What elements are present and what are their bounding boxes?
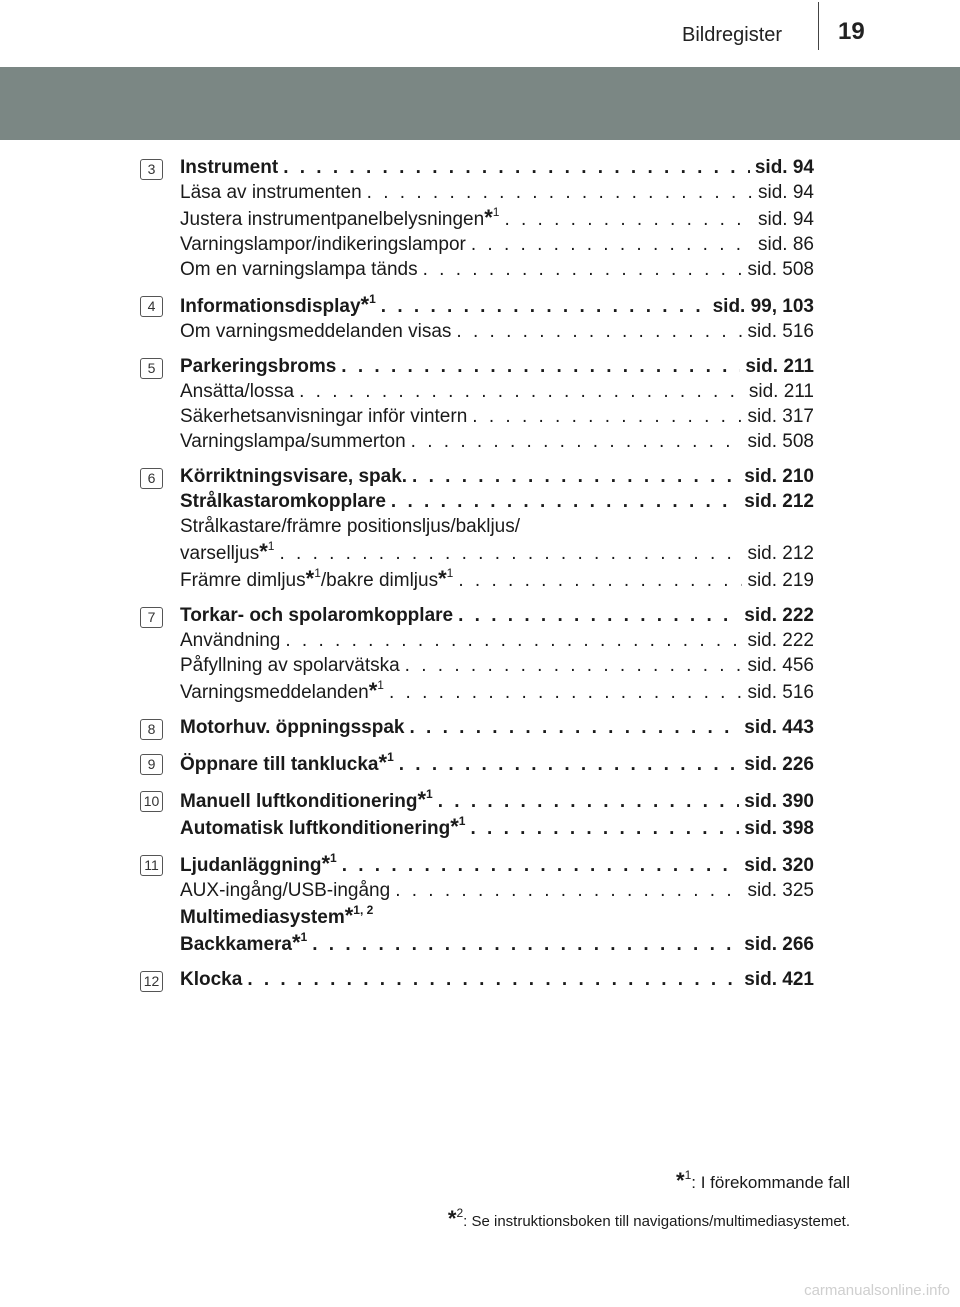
callout-number-badge: 6	[140, 468, 163, 489]
dot-leader	[504, 207, 753, 232]
entry-label: Läsa av instrumenten	[180, 182, 362, 203]
dot-leader	[312, 932, 739, 957]
entry-label: Varningslampor/indikeringslampor	[180, 234, 466, 255]
index-entry[interactable]	[180, 930, 814, 957]
page-reference: sid. 94	[754, 157, 814, 178]
index-entry[interactable]	[180, 514, 814, 539]
entry-label: Strålkastare/främre positionsljus/bakljus/	[180, 516, 521, 537]
section-title: Bildregister	[682, 24, 783, 46]
page-reference: sid. 421	[744, 969, 814, 990]
callout-number-badge: 3	[140, 159, 163, 180]
entry-label: Ansätta/lossa	[180, 381, 295, 402]
header-divider	[818, 2, 819, 50]
dot-leader	[342, 853, 740, 878]
page-reference: sid. 219	[747, 570, 814, 591]
dot-leader	[391, 489, 739, 514]
index-entry[interactable]	[180, 404, 814, 429]
entry-label: varselljus*$^1$	[180, 539, 275, 564]
page-reference: sid. 212	[744, 491, 814, 512]
index-group	[140, 967, 814, 992]
index-entry[interactable]	[180, 967, 814, 992]
index-entry[interactable]	[180, 603, 814, 628]
dot-leader	[367, 180, 753, 205]
entry-label: Klocka	[180, 969, 243, 990]
index-group	[140, 851, 814, 957]
index-group	[140, 715, 814, 740]
entry-label: Multimediasystem*$^{1, 2}$	[180, 903, 374, 928]
dot-leader	[411, 429, 743, 454]
index-entry[interactable]	[180, 628, 814, 653]
callout-number-badge: 10	[140, 791, 163, 812]
index-entry[interactable]	[180, 232, 814, 257]
page-reference: sid. 266	[744, 934, 814, 955]
index-entry[interactable]	[180, 539, 814, 566]
page-reference: sid. 317	[747, 406, 814, 427]
callout-number-badge: 4	[140, 296, 163, 317]
callout-number-badge: 11	[140, 855, 163, 876]
entry-label: Manuell luftkonditionering*$^1$	[180, 787, 433, 812]
dot-leader	[283, 155, 750, 180]
dot-leader	[470, 816, 739, 841]
watermark[interactable]: carmanualsonline.info	[804, 1282, 950, 1299]
index-entry[interactable]	[180, 205, 814, 232]
index-entry[interactable]	[180, 354, 814, 379]
page-reference: sid. 211	[745, 356, 814, 377]
page-reference: sid. 211	[748, 381, 814, 402]
entry-label: Säkerhetsanvisningar inför vintern	[180, 406, 468, 427]
index-entry[interactable]	[180, 678, 814, 705]
dot-leader	[389, 680, 742, 705]
page-reference: sid. 508	[747, 431, 814, 452]
illustration-band	[0, 67, 960, 140]
dot-leader	[399, 752, 740, 777]
entry-label: Ljudanläggning*$^1$	[180, 851, 337, 876]
dot-leader	[395, 878, 742, 903]
page-reference: sid. 516	[747, 321, 814, 342]
page-reference: sid. 222	[744, 605, 814, 626]
dot-leader	[381, 294, 708, 319]
callout-number-badge: 7	[140, 607, 163, 628]
callout-number-badge: 12	[140, 971, 163, 992]
callout-number-badge: 8	[140, 719, 163, 740]
index-entry[interactable]	[180, 903, 814, 930]
dot-leader	[299, 379, 744, 404]
page-reference: sid. 226	[744, 754, 814, 775]
page-reference: sid. 320	[744, 855, 814, 876]
index-entry[interactable]	[180, 155, 814, 180]
index-entry[interactable]	[180, 750, 814, 777]
footnote-1: *$^1$: I förekommande fall	[676, 1168, 850, 1193]
entry-label: Främre dimljus*$^1$/bakre dimljus*$^1$	[180, 566, 454, 591]
index-group	[140, 464, 814, 593]
dot-leader	[341, 354, 740, 379]
entry-label: Torkar- och spolaromkopplare	[180, 605, 454, 626]
index-entry[interactable]	[180, 379, 814, 404]
index-group	[140, 354, 814, 454]
index-entry[interactable]	[180, 464, 814, 489]
dot-leader	[458, 603, 739, 628]
dot-leader	[247, 967, 739, 992]
page-reference: sid. 390	[744, 791, 814, 812]
page-reference: sid. 94	[758, 182, 814, 203]
index-entry[interactable]	[180, 319, 814, 344]
entry-label: Körriktningsvisare, spak.	[180, 466, 408, 487]
index-entry[interactable]	[180, 851, 814, 878]
dot-leader	[405, 653, 743, 678]
index-entry[interactable]	[180, 489, 814, 514]
entry-label: Strålkastaromkopplare	[180, 491, 386, 512]
entry-label: Påfyllning av spolarvätska	[180, 655, 400, 676]
dot-leader	[471, 232, 753, 257]
page-reference: sid. 99, 103	[712, 296, 814, 317]
entry-label: Automatisk luftkonditionering*$^1$	[180, 814, 466, 839]
page-reference: sid. 86	[758, 234, 814, 255]
index-group	[140, 292, 814, 344]
index-entry[interactable]	[180, 429, 814, 454]
dot-leader	[472, 404, 742, 429]
page-reference: sid. 222	[747, 630, 814, 651]
index-entry[interactable]	[180, 878, 814, 903]
page-reference: sid. 456	[747, 655, 814, 676]
entry-label: Varningsmeddelanden*$^1$	[180, 678, 384, 703]
index-entry[interactable]	[180, 180, 814, 205]
dot-leader	[423, 257, 743, 282]
dot-leader	[412, 464, 739, 489]
index-group	[140, 155, 814, 282]
page-reference: sid. 443	[744, 717, 814, 738]
page-reference: sid. 212	[747, 543, 814, 564]
entry-label: Instrument	[180, 157, 279, 178]
dot-leader	[409, 715, 739, 740]
dot-leader	[456, 319, 742, 344]
dot-leader	[438, 789, 740, 814]
page-reference: sid. 508	[747, 259, 814, 280]
entry-label: Öppnare till tanklucka*$^1$	[180, 750, 394, 775]
page-reference: sid. 398	[744, 818, 814, 839]
index-entry[interactable]	[180, 814, 814, 841]
index-entry[interactable]	[180, 292, 814, 319]
entry-label: Parkeringsbroms	[180, 356, 337, 377]
entry-label: Om varningsmeddelanden visas	[180, 321, 452, 342]
index-group	[140, 750, 814, 777]
footnotes	[448, 1168, 850, 1232]
index-list	[140, 155, 814, 1002]
page-reference: sid. 325	[747, 880, 814, 901]
entry-label: Informationsdisplay*$^1$	[180, 292, 376, 317]
page-reference: sid. 94	[758, 209, 814, 230]
index-entry[interactable]	[180, 566, 814, 593]
dot-leader	[458, 568, 742, 593]
footnote-2: *$^2$: Se instruktionsboken till navigations/multimediasystemet.	[447, 1206, 850, 1231]
index-entry[interactable]	[180, 787, 814, 814]
entry-label: AUX-ingång/USB-ingång	[180, 880, 391, 901]
index-entry[interactable]	[180, 257, 814, 282]
dot-leader	[285, 628, 742, 653]
callout-number-badge: 5	[140, 358, 163, 379]
entry-label: Varningslampa/summerton	[180, 431, 406, 452]
entry-label: Justera instrumentpanelbelysningen*$^1$	[180, 205, 500, 230]
index-entry[interactable]	[180, 715, 814, 740]
page-reference: sid. 516	[747, 682, 814, 703]
entry-label: Backkamera*$^1$	[180, 930, 308, 955]
callout-number-badge: 9	[140, 754, 163, 775]
page-number: 19	[838, 18, 865, 45]
dot-leader	[279, 541, 742, 566]
index-entry[interactable]	[180, 653, 814, 678]
index-group	[140, 603, 814, 705]
index-group	[140, 787, 814, 841]
entry-label: Om en varningslampa tänds	[180, 259, 418, 280]
entry-label: Motorhuv. öppningsspak	[180, 717, 405, 738]
page-reference: sid. 210	[744, 466, 814, 487]
entry-label: Användning	[180, 630, 281, 651]
